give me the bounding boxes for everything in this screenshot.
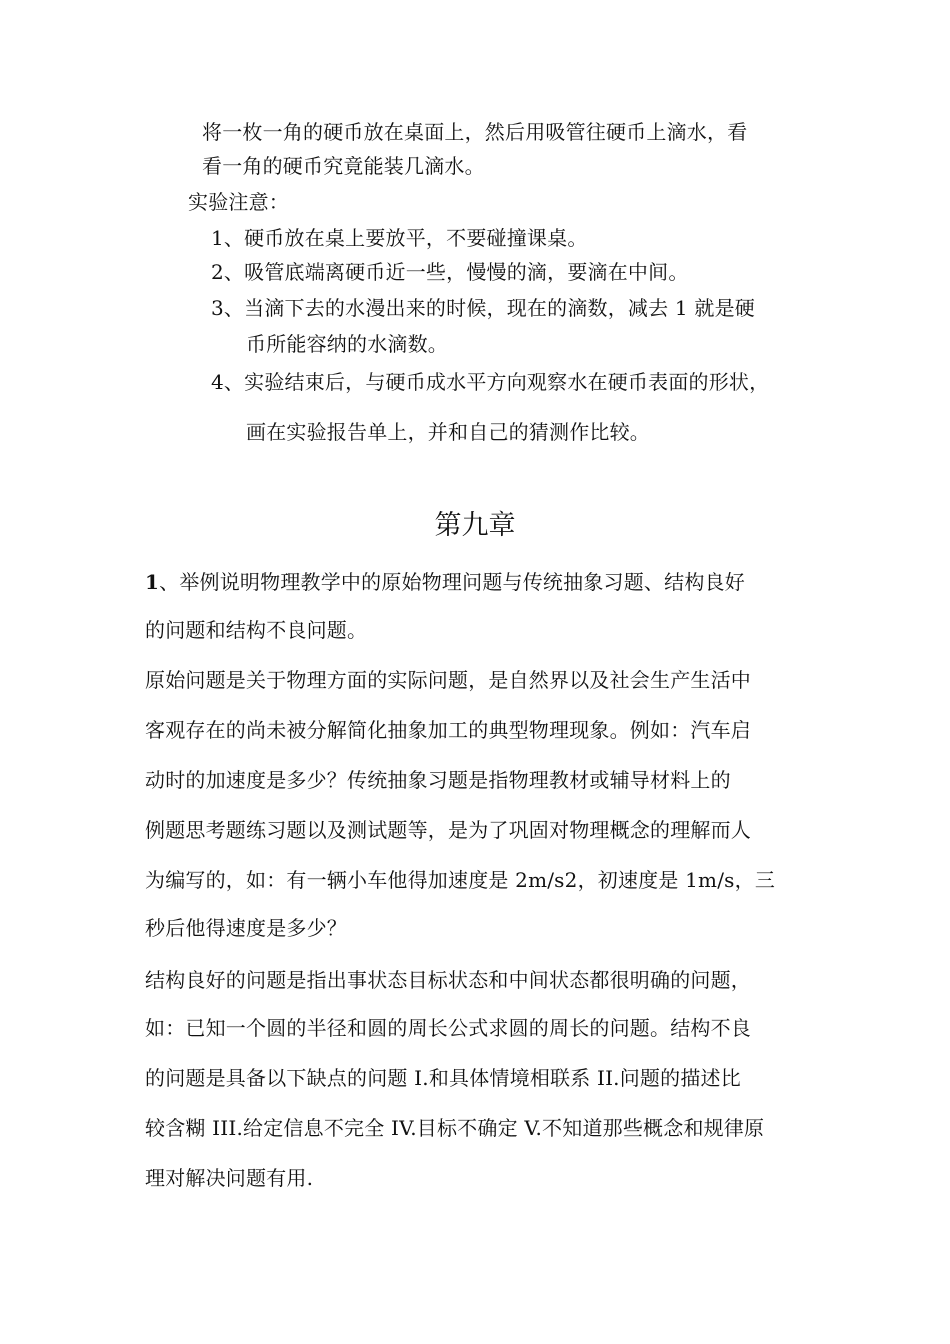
para-1-line-1: 原始问题是关于物理方面的实际问题，是自然界以及社会生产生活中 [145, 668, 751, 692]
note-item-3-line-2: 币所能容纳的水滴数。 [246, 332, 448, 356]
note-item-4-line-2: 画在实验报告单上，并和自己的猜测作比较。 [246, 420, 650, 444]
notes-title: 实验注意： [188, 190, 289, 214]
para-1-line-3: 动时的加速度是多少？传统抽象习题是指物理教材或辅导材料上的 [145, 768, 731, 792]
para-2-line-2: 如：已知一个圆的半径和圆的周长公式求圆的周长的问题。结构不良 [145, 1016, 751, 1040]
para-1-line-6: 秒后他得速度是多少？ [145, 916, 347, 940]
note-item-1: 1、硬币放在桌上要放平，不要碰撞课桌。 [211, 226, 588, 250]
note-item-3-line-1: 3、当滴下去的水漫出来的时候，现在的滴数，减去 1 就是硬 [211, 296, 755, 320]
para-1-line-5: 为编写的，如：有一辆小车他得加速度是 2m/s2，初速度是 1m/s，三 [145, 868, 776, 892]
para-2-line-5: 理对解决问题有用. [145, 1166, 314, 1190]
note-item-2: 2、吸管底端离硬币近一些，慢慢的滴，要滴在中间。 [211, 260, 689, 284]
para-1-line-4: 例题思考题练习题以及测试题等，是为了巩固对物理概念的理解而人 [145, 818, 751, 842]
note-item-4-line-1: 4、实验结束后，与硬币成水平方向观察水在硬币表面的形状， [211, 370, 770, 394]
para-2-line-1: 结构良好的问题是指出事状态目标状态和中间状态都很明确的问题， [145, 968, 751, 992]
para-2-line-4: 较含糊 III.给定信息不完全 IV.目标不确定 V.不知道那些概念和规律原 [145, 1116, 765, 1140]
intro-line-1: 将一枚一角的硬币放在桌面上，然后用吸管往硬币上滴水，看 [202, 120, 748, 144]
question-1-text: 、举例说明物理教学中的原始物理问题与传统抽象习题、结构良好 [159, 570, 745, 594]
intro-line-2: 看一角的硬币究竟能装几滴水。 [202, 154, 485, 178]
chapter-title: 第九章 [434, 510, 516, 541]
question-1-number: 1 [145, 570, 160, 594]
question-1-line-1 [145, 568, 745, 596]
para-2-line-3: 的问题是具备以下缺点的问题 I.和具体情境相联系 II.问题的描述比 [145, 1066, 741, 1090]
question-1-line-2: 的问题和结构不良问题。 [145, 618, 368, 642]
para-1-line-2: 客观存在的尚未被分解简化抽象加工的典型物理现象。例如：汽车启 [145, 718, 751, 742]
